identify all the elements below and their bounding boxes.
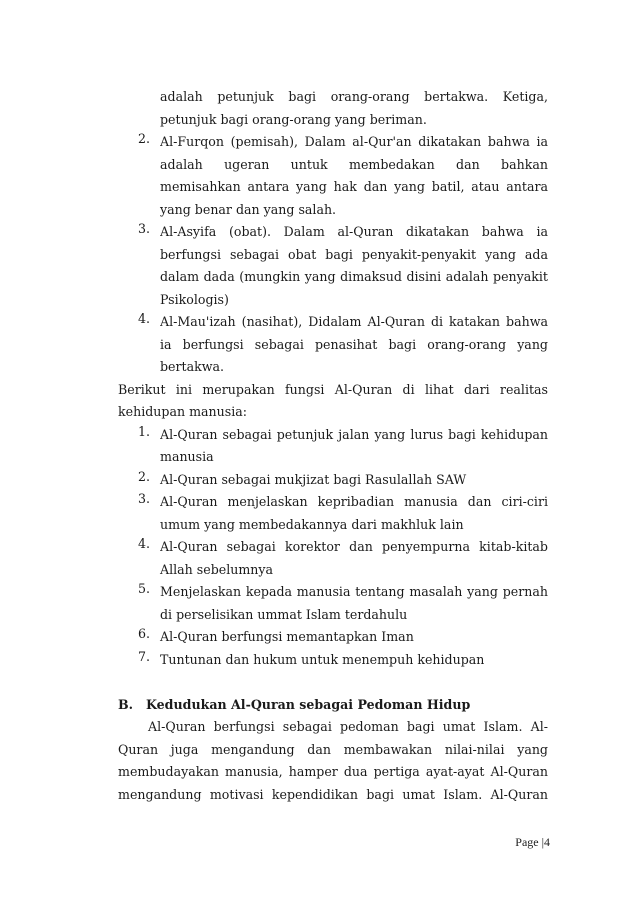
section-title: Kedudukan Al-Quran sebagai Pedoman Hidup <box>146 696 471 712</box>
list-number: 3. <box>138 221 151 236</box>
list-item-line: umum yang membedakannya dari makhluk lain <box>160 516 464 532</box>
list-item-line: Al-Quran menjelaskan kepribadian manusia dan ciri-ciri <box>160 494 548 509</box>
list-b-item-4 <box>118 536 548 581</box>
list-number: 5. <box>138 581 151 596</box>
intro-line: kehidupan manusia: <box>118 404 247 419</box>
list-number: 3. <box>138 491 151 506</box>
section-heading <box>118 694 548 717</box>
page-content <box>118 86 548 806</box>
list-item-line: Al-Quran sebagai petunjuk jalan yang lurus bagi kehidupan <box>160 426 548 442</box>
list-item-line: bertakwa. <box>160 359 225 374</box>
list-a-item-4 <box>118 311 548 379</box>
list-item-line: yang benar dan yang salah. <box>160 201 337 217</box>
list-item-line: berfungsi sebagai obat bagi penyakit-penyakit yang ada <box>160 246 548 262</box>
blank-line <box>118 671 548 694</box>
list-item-line: memisahkan antara yang hak dan yang batil, atau antara <box>160 179 548 194</box>
page-number: Page |4 <box>515 835 550 849</box>
list-number: 2. <box>138 468 151 484</box>
list-b-item-2 <box>118 469 548 492</box>
list-a-item1-line: petunjuk bagi orang-orang yang beriman. <box>160 111 427 127</box>
list-item-line: adalah ugeran untuk membedakan dan bahkan <box>160 156 548 172</box>
list-b-item-3 <box>118 491 548 536</box>
list-a-item1-line: adalah petunjuk bagi orang-orang bertakwa. Ketiga, <box>160 89 548 104</box>
intro-line: Berikut ini merupakan fungsi Al-Quran di lihat dari realitas <box>118 381 548 397</box>
list-item-line: Tuntunan dan hukum untuk menempuh kehidupan <box>160 651 485 667</box>
list-item-line: manusia <box>160 449 214 464</box>
list-item-line: ia berfungsi sebagai penasihat bagi orang-orang yang <box>160 336 548 352</box>
list-item-line: Al-Furqon (pemisah), Dalam al-Qur'an dikatakan bahwa ia <box>160 134 548 149</box>
list-item-line: Al-Mau'izah (nasihat), Didalam Al-Quran di katakan bahwa <box>160 314 548 329</box>
paragraph-line: Al-Quran berfungsi sebagai pedoman bagi umat Islam. Al- <box>148 719 548 734</box>
list-item-line: Al-Quran berfungsi memantapkan Iman <box>160 629 414 644</box>
list-item-line: Al-Asyifa (obat). Dalam al-Quran dikatakan bahwa ia <box>160 224 548 239</box>
list-item-line: Allah sebelumnya <box>160 561 274 577</box>
list-b-item-5 <box>118 581 548 626</box>
paragraph-line: Quran juga mengandung dan membawakan nilai-nilai yang <box>118 741 548 757</box>
list-number: 4. <box>138 311 151 326</box>
list-b-item-1 <box>118 424 548 469</box>
list-b-item-7 <box>118 649 548 672</box>
list-item-line: Menjelaskan kepada manusia tentang masalah yang pernah <box>160 584 548 599</box>
list-a-item-2 <box>118 131 548 221</box>
list-number: 2. <box>138 131 151 146</box>
list-b-item-6 <box>118 626 548 649</box>
list-item-line: dalam dada (mungkin yang dimaksud disini adalah penyakit <box>160 269 548 284</box>
list-item-line: Al-Quran sebagai korektor dan penyempurna kitab-kitab <box>160 539 548 554</box>
section-number: B. <box>118 696 134 712</box>
paragraph-line: membudayakan manusia, hamper dua pertiga ayat-ayat Al-Quran <box>118 764 548 779</box>
list-item-line: di perselisikan ummat Islam terdahulu <box>160 606 408 622</box>
list-number: 6. <box>138 626 151 641</box>
paragraph-line: mengandung motivasi kependidikan bagi umat Islam. Al-Quran <box>118 786 548 802</box>
list-number: 7. <box>138 648 151 664</box>
list-a-item-3 <box>118 221 548 311</box>
list-item-line: Al-Quran sebagai mukjizat bagi Rasulallah SAW <box>160 471 467 487</box>
list-item-line: Psikologis) <box>160 291 229 307</box>
list-number: 1. <box>138 423 151 439</box>
list-number: 4. <box>138 536 151 551</box>
